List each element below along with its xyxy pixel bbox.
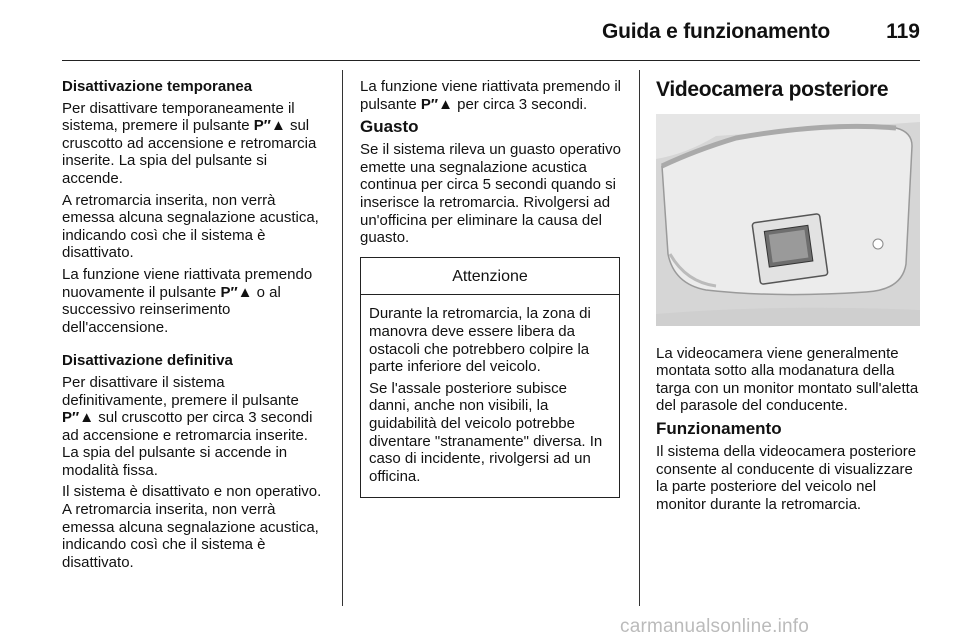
parking-assist-button-icon: P″▲ <box>62 409 95 427</box>
column-3 <box>656 78 920 517</box>
heading-operation: Funzionamento <box>656 418 782 438</box>
paragraph: La videocamera viene generalmente montata sotto alla modanatura della targa con un monitor montato sull'aletta del parasole del conducente. <box>656 344 919 415</box>
paragraph: Il sistema della videocamera posteriore consente al conducente di visualizzare la parte posteriore del veicolo nel monitor durante la retromarcia. <box>656 442 917 513</box>
paragraph: Il sistema è disattivato e non operativo. A retromarcia inserita, non verrà emessa alcuna segnalazione acustica, indicando così che il sistema è disattivato. <box>62 483 322 571</box>
parking-assist-button-icon: P″▲ <box>420 95 453 113</box>
paragraph: A retromarcia inserita, non verrà emessa alcuna segnalazione acustica, indicando così che il sistema è disattivato. <box>62 191 319 262</box>
warning-body <box>361 295 619 497</box>
warning-box <box>360 257 620 499</box>
paragraph: La funzione viene riattivata premendo il pulsante P″▲ per circa 3 secondi. <box>360 78 621 113</box>
parking-assist-button-icon: P″▲ <box>253 117 286 135</box>
paragraph: La funzione viene riattivata premendo nuovamente il pulsante P″▲ o al successivo reinserimento dell'accensione. <box>62 265 313 336</box>
heading-permanent-deactivation: Disattivazione definitiva <box>62 352 233 370</box>
heading-fault: Guasto <box>360 117 419 137</box>
header-rule <box>62 60 920 61</box>
heading-temporary-deactivation: Disattivazione temporanea <box>62 78 253 95</box>
heading-rear-camera: Videocamera posteriore <box>656 78 889 101</box>
paragraph: Per disattivare temporaneamente il sistema, premere il pulsante P″▲ sul cruscotto ad accensione e retromarcia inserite. La spia del pulsante si accende. <box>62 99 317 187</box>
column-2 <box>360 78 624 498</box>
column-divider-1 <box>342 70 343 606</box>
warning-title: Attenzione <box>361 258 619 296</box>
watermark: carmanualsonline.info <box>620 616 810 637</box>
column-divider-2 <box>639 70 640 606</box>
paragraph: Durante la retromarcia, la zona di manovra deve essere libera da ostacoli che potrebbero colpire la parte inferiore del veicolo. <box>369 305 591 376</box>
sun-visor-monitor-illustration <box>656 114 920 326</box>
paragraph: Se l'assale posteriore subisce danni, anche non visibili, la guidabilità del veicolo potrebbe diventare "stranamente" diversa. In caso di incidente, rivolgersi ad un officina. <box>369 379 603 485</box>
paragraph: Se il sistema rileva un guasto operativo emette una segnalazione acustica continua per circa 5 secondi quando si inserisce la retromarcia. Rivolgersi ad un'officina per eliminare la causa del guasto. <box>360 141 621 247</box>
column-1 <box>62 78 328 575</box>
paragraph: Per disattivare il sistema definitivamente, premere il pulsante P″▲ sul cruscotto per circa 3 secondi ad accensione e retromarcia inserite. La spia del pulsante si accende in modalità fissa. <box>62 373 313 479</box>
header-title: Guida e funzionamento <box>602 20 830 43</box>
parking-assist-button-icon: P″▲ <box>220 283 253 301</box>
page-number: 119 <box>886 20 920 43</box>
